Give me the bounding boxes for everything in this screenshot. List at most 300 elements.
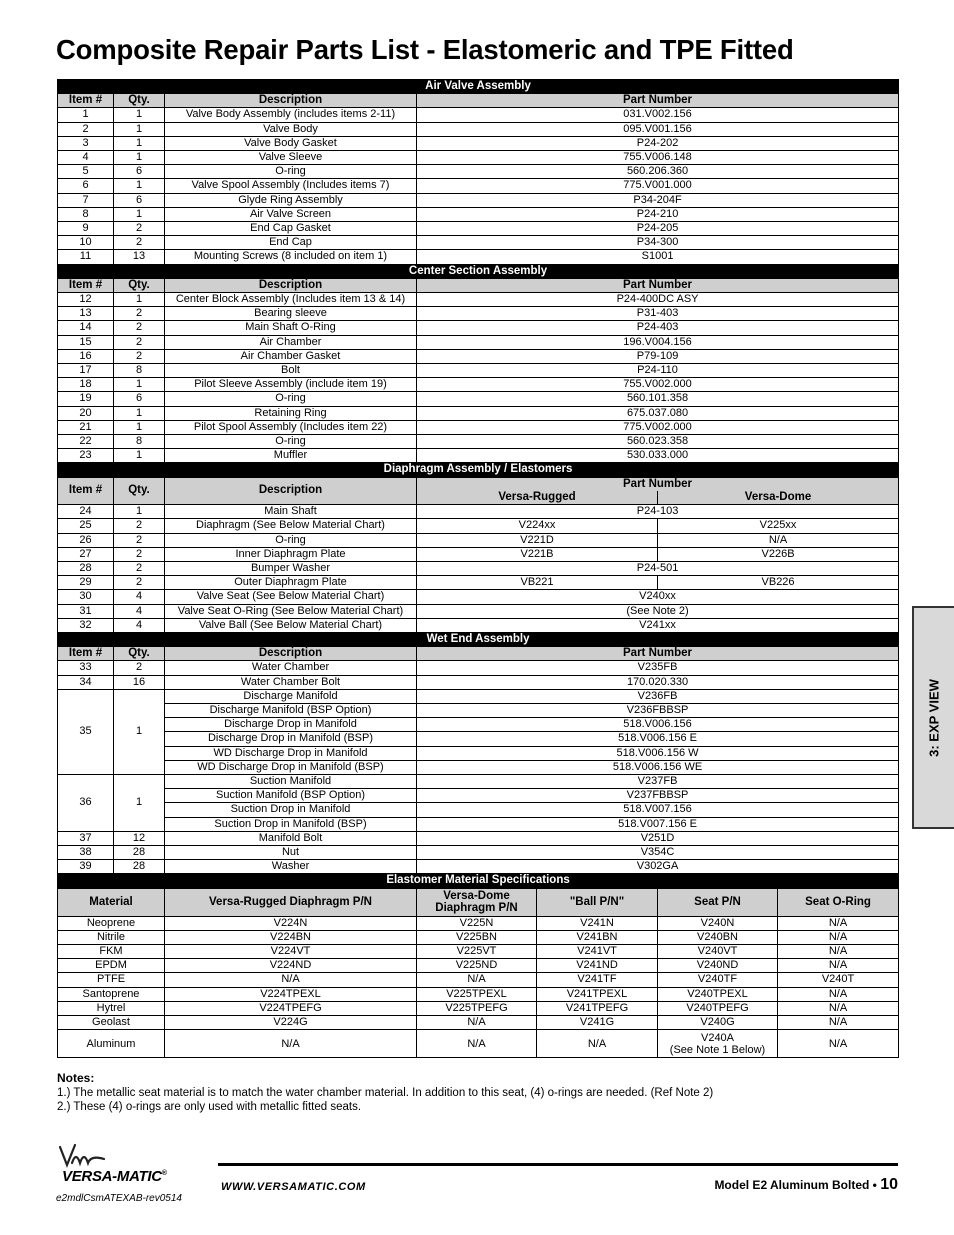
notes-block [57, 1071, 713, 1115]
quantity: 1 [114, 774, 165, 831]
part-row [58, 179, 899, 193]
item-number: 28 [58, 561, 114, 575]
quantity: 2 [114, 561, 165, 575]
notes-heading: Notes: [57, 1071, 95, 1085]
part-row [58, 661, 899, 675]
material-cell: V241ND [537, 959, 658, 973]
section-header-row [58, 264, 899, 278]
part-row [58, 760, 899, 774]
column-header-row [58, 477, 899, 491]
description: Washer [165, 860, 417, 874]
part-row [58, 561, 899, 575]
part-row [58, 293, 899, 307]
material-cell: V241TPEFG [537, 1001, 658, 1015]
description: Muffler [165, 449, 417, 463]
part-row [58, 519, 899, 533]
item-number: 12 [58, 293, 114, 307]
part-number: V354C [417, 845, 899, 859]
material-cell: N/A [165, 1030, 417, 1058]
quantity: 6 [114, 193, 165, 207]
description: Mounting Screws (8 included on item 1) [165, 250, 417, 264]
material-cell: Geolast [58, 1016, 165, 1030]
material-cell: V225TPEXL [417, 987, 537, 1001]
description: Inner Diaphragm Plate [165, 547, 417, 561]
part-row [58, 845, 899, 859]
material-row [58, 1016, 899, 1030]
material-cell: N/A [417, 1030, 537, 1058]
header-qty: Qty. [114, 477, 165, 504]
part-row [58, 718, 899, 732]
description: Bearing sleeve [165, 307, 417, 321]
description: Bolt [165, 364, 417, 378]
description: O-ring [165, 165, 417, 179]
material-cell: V241TPEXL [537, 987, 658, 1001]
part-row [58, 703, 899, 717]
description: Discharge Drop in Manifold [165, 718, 417, 732]
material-cell: N/A [417, 1016, 537, 1030]
section-title: Wet End Assembly [58, 632, 899, 646]
document-code: e2mdlCsmATEXAB-rev0514 [56, 1193, 182, 1204]
quantity: 1 [114, 505, 165, 519]
item-number: 17 [58, 364, 114, 378]
description: Air Chamber [165, 335, 417, 349]
quantity: 2 [114, 236, 165, 250]
quantity: 2 [114, 349, 165, 363]
material-cell: N/A [417, 973, 537, 987]
material-header: Versa-Rugged Diaphragm P/N [165, 888, 417, 916]
material-cell: V240BN [658, 930, 778, 944]
item-number: 11 [58, 250, 114, 264]
part-number: 775.V001.000 [417, 179, 899, 193]
material-cell: N/A [537, 1030, 658, 1058]
description: WD Discharge Drop in Manifold (BSP) [165, 760, 417, 774]
part-row [58, 193, 899, 207]
quantity: 1 [114, 406, 165, 420]
material-cell: Hytrel [58, 1001, 165, 1015]
material-header: "Ball P/N" [537, 888, 658, 916]
column-header-row [58, 94, 899, 108]
quantity: 1 [114, 449, 165, 463]
header-part-number: Part Number [417, 278, 899, 292]
material-cell: V225TPEFG [417, 1001, 537, 1015]
part-number: 560.206.360 [417, 165, 899, 179]
part-number: 095.V001.156 [417, 122, 899, 136]
column-header-row [58, 278, 899, 292]
description: Valve Seat (See Below Material Chart) [165, 590, 417, 604]
material-cell: N/A [778, 1001, 899, 1015]
part-row [58, 449, 899, 463]
description: Main Shaft O-Ring [165, 321, 417, 335]
item-number: 16 [58, 349, 114, 363]
versa-matic-logo-icon [58, 1143, 108, 1171]
material-cell: V224ND [165, 959, 417, 973]
item-number: 19 [58, 392, 114, 406]
section-header-row [58, 632, 899, 646]
quantity: 8 [114, 435, 165, 449]
description: Outer Diaphragm Plate [165, 576, 417, 590]
description: O-ring [165, 392, 417, 406]
description: Discharge Manifold [165, 689, 417, 703]
item-number: 39 [58, 860, 114, 874]
part-number: 196.V004.156 [417, 335, 899, 349]
material-cell: V241VT [537, 944, 658, 958]
part-row [58, 108, 899, 122]
material-cell: V224TPEFG [165, 1001, 417, 1015]
part-row [58, 860, 899, 874]
material-cell: FKM [58, 944, 165, 958]
description: Discharge Drop in Manifold (BSP) [165, 732, 417, 746]
item-number: 35 [58, 689, 114, 774]
part-number: 675.037.080 [417, 406, 899, 420]
description: Valve Seat O-Ring (See Below Material Chart) [165, 604, 417, 618]
quantity: 6 [114, 392, 165, 406]
part-row [58, 817, 899, 831]
part-number: P24-400DC ASY [417, 293, 899, 307]
header-part-number: Part Number [417, 647, 899, 661]
material-cell: V240VT [658, 944, 778, 958]
part-row [58, 392, 899, 406]
material-cell: Santoprene [58, 987, 165, 1001]
part-number: V241xx [417, 618, 899, 632]
item-number: 33 [58, 661, 114, 675]
item-number: 36 [58, 774, 114, 831]
versa-dome-part-number: VB226 [658, 576, 899, 590]
header-description: Description [165, 278, 417, 292]
part-number: P79-109 [417, 349, 899, 363]
part-number: 170.020.330 [417, 675, 899, 689]
quantity: 1 [114, 420, 165, 434]
part-number: V236FB [417, 689, 899, 703]
part-row [58, 364, 899, 378]
part-row [58, 732, 899, 746]
material-cell: V240N [658, 916, 778, 930]
quantity: 2 [114, 222, 165, 236]
description: Diaphragm (See Below Material Chart) [165, 519, 417, 533]
header-description: Description [165, 647, 417, 661]
material-cell: V241G [537, 1016, 658, 1030]
description: Valve Body [165, 122, 417, 136]
note-1: 1.) The metallic seat material is to match the water chamber material. In addition to this seat, (4) o-rings are needed. (Ref Note 2) [57, 1087, 714, 1100]
material-row [58, 987, 899, 1001]
material-cell: V225VT [417, 944, 537, 958]
quantity: 8 [114, 364, 165, 378]
part-row [58, 222, 899, 236]
description: Pilot Sleeve Assembly (include item 19) [165, 378, 417, 392]
part-row [58, 618, 899, 632]
part-row [58, 689, 899, 703]
item-number: 20 [58, 406, 114, 420]
description: Valve Body Gasket [165, 136, 417, 150]
part-number: (See Note 2) [417, 604, 899, 618]
material-cell: V240TPEFG [658, 1001, 778, 1015]
part-number: V240xx [417, 590, 899, 604]
part-number: 755.V006.148 [417, 151, 899, 165]
item-number: 10 [58, 236, 114, 250]
material-cell [658, 1030, 778, 1058]
repair-parts-table [57, 79, 899, 1058]
material-cell: V224TPEXL [165, 987, 417, 1001]
part-number: V251D [417, 831, 899, 845]
versa-dome-part-number: V225xx [658, 519, 899, 533]
description: Air Valve Screen [165, 207, 417, 221]
part-number: V237FB [417, 774, 899, 788]
description: Nut [165, 845, 417, 859]
column-header-row [58, 647, 899, 661]
part-row [58, 803, 899, 817]
description: Suction Drop in Manifold (BSP) [165, 817, 417, 831]
quantity: 16 [114, 675, 165, 689]
quantity: 1 [114, 689, 165, 774]
part-number: 518.V006.156 [417, 718, 899, 732]
page-number: 10 [880, 1176, 898, 1193]
footer-divider [218, 1163, 898, 1166]
quantity: 1 [114, 207, 165, 221]
section-header-row [58, 80, 899, 94]
part-row [58, 236, 899, 250]
part-row [58, 136, 899, 150]
material-row [58, 930, 899, 944]
part-number: P24-202 [417, 136, 899, 150]
description: Air Chamber Gasket [165, 349, 417, 363]
item-number: 27 [58, 547, 114, 561]
quantity: 2 [114, 547, 165, 561]
header-item: Item # [58, 278, 114, 292]
part-number: 518.V006.156 E [417, 732, 899, 746]
header-part-number: Part Number [417, 477, 899, 491]
description: Valve Ball (See Below Material Chart) [165, 618, 417, 632]
versa-rugged-part-number: V224xx [417, 519, 658, 533]
material-cell: V241N [537, 916, 658, 930]
description: Center Block Assembly (Includes item 13 & 14) [165, 293, 417, 307]
material-cell: N/A [778, 944, 899, 958]
part-row [58, 420, 899, 434]
material-row [58, 944, 899, 958]
quantity: 4 [114, 590, 165, 604]
item-number: 34 [58, 675, 114, 689]
description: Discharge Manifold (BSP Option) [165, 703, 417, 717]
part-row [58, 335, 899, 349]
quantity: 12 [114, 831, 165, 845]
part-row [58, 576, 899, 590]
item-number: 18 [58, 378, 114, 392]
part-row [58, 831, 899, 845]
part-number: P24-210 [417, 207, 899, 221]
material-cell: V225ND [417, 959, 537, 973]
part-row [58, 675, 899, 689]
description: Manifold Bolt [165, 831, 417, 845]
part-number: 518.V006.156 WE [417, 760, 899, 774]
item-number: 5 [58, 165, 114, 179]
part-number: P34-204F [417, 193, 899, 207]
item-number: 37 [58, 831, 114, 845]
part-row [58, 151, 899, 165]
item-number: 6 [58, 179, 114, 193]
material-row [58, 1030, 899, 1058]
section-title: Elastomer Material Specifications [58, 874, 899, 888]
description: O-ring [165, 533, 417, 547]
item-number: 2 [58, 122, 114, 136]
material-cell: Aluminum [58, 1030, 165, 1058]
material-cell: N/A [778, 930, 899, 944]
quantity: 2 [114, 661, 165, 675]
quantity: 1 [114, 108, 165, 122]
item-number: 13 [58, 307, 114, 321]
material-cell: Nitrile [58, 930, 165, 944]
section-title: Air Valve Assembly [58, 80, 899, 94]
quantity: 1 [114, 293, 165, 307]
page-title: Composite Repair Parts List - Elastomeric and TPE Fitted [56, 34, 794, 65]
versa-rugged-part-number: V221D [417, 533, 658, 547]
item-number: 32 [58, 618, 114, 632]
quantity: 1 [114, 122, 165, 136]
seat-line-1: V240A [700, 1031, 735, 1044]
part-row [58, 406, 899, 420]
part-row [58, 321, 899, 335]
description: Main Shaft [165, 505, 417, 519]
part-row [58, 207, 899, 221]
part-number: 530.033.000 [417, 449, 899, 463]
part-row [58, 307, 899, 321]
quantity: 2 [114, 533, 165, 547]
quantity: 2 [114, 335, 165, 349]
part-number: P24-110 [417, 364, 899, 378]
material-header: Seat P/N [658, 888, 778, 916]
part-number: 775.V002.000 [417, 420, 899, 434]
part-number: S1001 [417, 250, 899, 264]
material-cell: V240TF [658, 973, 778, 987]
item-number: 1 [58, 108, 114, 122]
part-number: 518.V006.156 W [417, 746, 899, 760]
description: End Cap Gasket [165, 222, 417, 236]
item-number: 30 [58, 590, 114, 604]
description: Valve Spool Assembly (Includes items 7) [165, 179, 417, 193]
material-cell: EPDM [58, 959, 165, 973]
item-number: 29 [58, 576, 114, 590]
part-row [58, 547, 899, 561]
item-number: 38 [58, 845, 114, 859]
part-number: V302GA [417, 860, 899, 874]
item-number: 7 [58, 193, 114, 207]
material-row [58, 973, 899, 987]
header-part-number: Part Number [417, 94, 899, 108]
item-number: 9 [58, 222, 114, 236]
part-row [58, 165, 899, 179]
header-description: Description [165, 477, 417, 504]
material-row [58, 959, 899, 973]
description: Pilot Spool Assembly (Includes item 22) [165, 420, 417, 434]
model-page-label: Model E2 Aluminum Bolted • 10 [714, 1176, 898, 1193]
part-number: 560.101.358 [417, 392, 899, 406]
material-cell: V241BN [537, 930, 658, 944]
part-number: V235FB [417, 661, 899, 675]
part-number: 518.V007.156 E [417, 817, 899, 831]
item-number: 22 [58, 435, 114, 449]
part-row [58, 122, 899, 136]
quantity: 6 [114, 165, 165, 179]
versa-rugged-part-number: V221B [417, 547, 658, 561]
description: Glyde Ring Assembly [165, 193, 417, 207]
website-link[interactable]: WWW.VERSAMATIC.COM [221, 1181, 366, 1193]
part-row [58, 789, 899, 803]
description: Suction Manifold (BSP Option) [165, 789, 417, 803]
material-row [58, 916, 899, 930]
quantity: 28 [114, 845, 165, 859]
quantity: 1 [114, 378, 165, 392]
material-cell: V225N [417, 916, 537, 930]
part-number: P24-501 [417, 561, 899, 575]
quantity: 1 [114, 136, 165, 150]
item-number: 25 [58, 519, 114, 533]
versa-rugged-part-number: VB221 [417, 576, 658, 590]
part-number: 518.V007.156 [417, 803, 899, 817]
part-number: 031.V002.156 [417, 108, 899, 122]
header-qty: Qty. [114, 647, 165, 661]
material-cell: PTFE [58, 973, 165, 987]
part-number: 755.V002.000 [417, 378, 899, 392]
item-number: 21 [58, 420, 114, 434]
quantity: 1 [114, 179, 165, 193]
material-cell: N/A [778, 1030, 899, 1058]
quantity: 2 [114, 519, 165, 533]
description: Valve Sleeve [165, 151, 417, 165]
material-cell: V224VT [165, 944, 417, 958]
item-number: 26 [58, 533, 114, 547]
quantity: 4 [114, 618, 165, 632]
versa-dome-part-number: V226B [658, 547, 899, 561]
material-cell: V240ND [658, 959, 778, 973]
quantity: 2 [114, 576, 165, 590]
description: Suction Drop in Manifold [165, 803, 417, 817]
seat-line-2: (See Note 1 Below) [669, 1043, 766, 1056]
part-number: P24-103 [417, 505, 899, 519]
header-qty: Qty. [114, 278, 165, 292]
item-number: 23 [58, 449, 114, 463]
material-cell: V224G [165, 1016, 417, 1030]
part-row [58, 590, 899, 604]
quantity: 28 [114, 860, 165, 874]
description: Retaining Ring [165, 406, 417, 420]
material-cell: V225BN [417, 930, 537, 944]
material-cell: V240G [658, 1016, 778, 1030]
part-number: 560.023.358 [417, 435, 899, 449]
part-row [58, 349, 899, 363]
part-number: V237FBBSP [417, 789, 899, 803]
header-qty: Qty. [114, 94, 165, 108]
quantity: 4 [114, 604, 165, 618]
item-number: 31 [58, 604, 114, 618]
part-row [58, 378, 899, 392]
part-row [58, 604, 899, 618]
material-cell: V241TF [537, 973, 658, 987]
material-cell: N/A [778, 987, 899, 1001]
material-cell: N/A [778, 1016, 899, 1030]
header-item: Item # [58, 94, 114, 108]
material-row [58, 1001, 899, 1015]
material-header: Versa-Dome Diaphragm P/N [417, 888, 537, 916]
material-cell: N/A [778, 916, 899, 930]
description: O-ring [165, 435, 417, 449]
material-cell: V240TPEXL [658, 987, 778, 1001]
section-title: Center Section Assembly [58, 264, 899, 278]
item-number: 8 [58, 207, 114, 221]
material-header-row [58, 888, 899, 916]
side-tab-label: 3: EXP VIEW [926, 678, 942, 757]
section-header-row [58, 463, 899, 477]
part-row [58, 533, 899, 547]
header-item: Item # [58, 647, 114, 661]
section-title: Diaphragm Assembly / Elastomers [58, 463, 899, 477]
section-side-tab[interactable] [912, 606, 954, 829]
